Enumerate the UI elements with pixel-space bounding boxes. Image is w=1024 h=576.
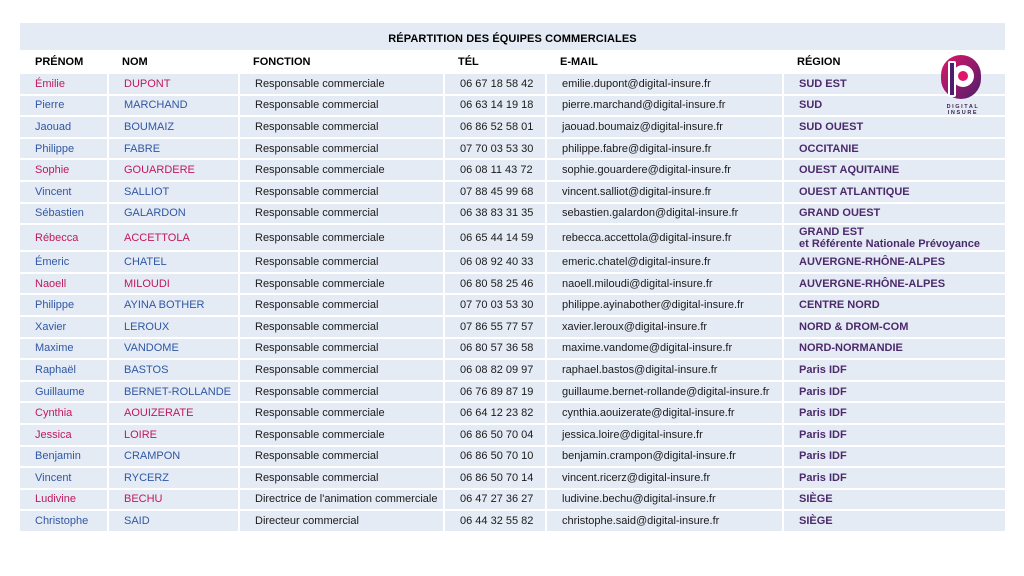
- table-row: [20, 382, 1005, 402]
- cell-tel[interactable]: 06 44 32 55 82: [443, 511, 545, 531]
- cell-prenom: Vincent: [20, 182, 107, 202]
- cell-nom: CRAMPON: [107, 447, 238, 467]
- table-row: [20, 96, 1005, 116]
- cell-nom: SALLIOT: [107, 182, 238, 202]
- cell-fonction: Responsable commercial: [238, 447, 443, 467]
- cell-fonction: Responsable commercial: [238, 295, 443, 315]
- cell-region: OUEST ATLANTIQUE: [782, 182, 1005, 202]
- cell-tel[interactable]: 06 38 83 31 35: [443, 204, 545, 224]
- table-row: [20, 468, 1005, 488]
- table-row: [20, 204, 1005, 224]
- cell-nom: ACCETTOLA: [107, 225, 238, 250]
- table-row: [20, 490, 1005, 510]
- cell-prenom: Philippe: [20, 295, 107, 315]
- cell-tel[interactable]: 06 86 50 70 10: [443, 447, 545, 467]
- cell-region: NORD-NORMANDIE: [782, 339, 1005, 359]
- cell-region: SIÈGE: [782, 511, 1005, 531]
- cell-fonction: Responsable commerciale: [238, 425, 443, 445]
- header-tel: TÉL: [443, 52, 545, 72]
- table-row: [20, 139, 1005, 159]
- table-row: [20, 295, 1005, 315]
- cell-nom: GALARDON: [107, 204, 238, 224]
- header-prenom: PRÉNOM: [20, 52, 107, 72]
- cell-email[interactable]: philippe.ayinabother@digital-insure.fr: [545, 295, 782, 315]
- cell-fonction: Responsable commerciale: [238, 74, 443, 94]
- table-header-row: [20, 52, 1005, 72]
- cell-email[interactable]: vincent.salliot@digital-insure.fr: [545, 182, 782, 202]
- cell-nom: SAID: [107, 511, 238, 531]
- cell-region: SUD: [782, 96, 1005, 116]
- cell-tel[interactable]: 06 76 89 87 19: [443, 382, 545, 402]
- cell-nom: DUPONT: [107, 74, 238, 94]
- cell-tel[interactable]: 07 86 55 77 57: [443, 317, 545, 337]
- cell-region: OUEST AQUITAINE: [782, 160, 1005, 180]
- cell-email[interactable]: guillaume.bernet-rollande@digital-insure.fr: [545, 382, 782, 402]
- cell-tel[interactable]: 06 65 44 14 59: [443, 225, 545, 250]
- header-fonction: FONCTION: [238, 52, 443, 72]
- cell-region: SIÈGE: [782, 490, 1005, 510]
- cell-region: AUVERGNE-RHÔNE-ALPES: [782, 274, 1005, 294]
- cell-region: Paris IDF: [782, 382, 1005, 402]
- cell-region: Paris IDF: [782, 360, 1005, 380]
- cell-prenom: Xavier: [20, 317, 107, 337]
- table-row: [20, 160, 1005, 180]
- table-row: [20, 511, 1005, 531]
- logo-text: DIGITAL INSURE: [946, 104, 980, 116]
- cell-email[interactable]: philippe.fabre@digital-insure.fr: [545, 139, 782, 159]
- cell-nom: VANDOME: [107, 339, 238, 359]
- cell-nom: BECHU: [107, 490, 238, 510]
- cell-email[interactable]: raphael.bastos@digital-insure.fr: [545, 360, 782, 380]
- cell-fonction: Responsable commercial: [238, 96, 443, 116]
- cell-fonction: Directrice de l'animation commerciale: [238, 490, 443, 510]
- table-row: [20, 403, 1005, 423]
- cell-email[interactable]: naoell.miloudi@digital-insure.fr: [545, 274, 782, 294]
- cell-tel[interactable]: 06 86 50 70 14: [443, 468, 545, 488]
- cell-email[interactable]: jaouad.boumaiz@digital-insure.fr: [545, 117, 782, 137]
- cell-fonction: Responsable commercial: [238, 339, 443, 359]
- table-row: [20, 117, 1005, 137]
- region-main: GRAND EST: [799, 225, 864, 238]
- cell-email[interactable]: ludivine.bechu@digital-insure.fr: [545, 490, 782, 510]
- cell-email[interactable]: vincent.ricerz@digital-insure.fr: [545, 468, 782, 488]
- cell-email[interactable]: sophie.gouardere@digital-insure.fr: [545, 160, 782, 180]
- cell-fonction: Responsable commerciale: [238, 274, 443, 294]
- cell-email[interactable]: rebecca.accettola@digital-insure.fr: [545, 225, 782, 250]
- cell-tel[interactable]: 06 86 50 70 04: [443, 425, 545, 445]
- cell-region: NORD & DROM-COM: [782, 317, 1005, 337]
- cell-prenom: Benjamin: [20, 447, 107, 467]
- cell-fonction: Responsable commercial: [238, 117, 443, 137]
- cell-nom: LEROUX: [107, 317, 238, 337]
- table-row: [20, 252, 1005, 272]
- table-row: [20, 339, 1005, 359]
- cell-tel[interactable]: 07 70 03 53 30: [443, 295, 545, 315]
- cell-prenom: Christophe: [20, 511, 107, 531]
- region-subtitle: et Référente Nationale Prévoyance: [799, 237, 980, 250]
- header-nom: NOM: [107, 52, 238, 72]
- cell-fonction: Responsable commerciale: [238, 403, 443, 423]
- cell-region: CENTRE NORD: [782, 295, 1005, 315]
- table-row: [20, 274, 1005, 294]
- cell-fonction: Responsable commercial: [238, 139, 443, 159]
- cell-prenom: Sébastien: [20, 204, 107, 224]
- cell-nom: GOUARDERE: [107, 160, 238, 180]
- cell-tel[interactable]: 06 64 12 23 82: [443, 403, 545, 423]
- cell-region: Paris IDF: [782, 468, 1005, 488]
- cell-email[interactable]: emilie.dupont@digital-insure.fr: [545, 74, 782, 94]
- cell-prenom: Émeric: [20, 252, 107, 272]
- cell-email[interactable]: pierre.marchand@digital-insure.fr: [545, 96, 782, 116]
- cell-nom: MILOUDI: [107, 274, 238, 294]
- cell-region: SUD EST: [782, 74, 1005, 94]
- cell-nom: RYCERZ: [107, 468, 238, 488]
- cell-region: Paris IDF: [782, 403, 1005, 423]
- cell-prenom: Sophie: [20, 160, 107, 180]
- cell-tel[interactable]: 06 67 18 58 42: [443, 74, 545, 94]
- cell-tel[interactable]: 06 08 92 40 33: [443, 252, 545, 272]
- cell-tel[interactable]: 06 08 11 43 72: [443, 160, 545, 180]
- cell-email[interactable]: cynthia.aouizerate@digital-insure.fr: [545, 403, 782, 423]
- cell-nom: AOUIZERATE: [107, 403, 238, 423]
- cell-region: SUD OUEST: [782, 117, 1005, 137]
- cell-prenom: Émilie: [20, 74, 107, 94]
- cell-region: OCCITANIE: [782, 139, 1005, 159]
- cell-nom: CHATEL: [107, 252, 238, 272]
- cell-tel[interactable]: 07 88 45 99 68: [443, 182, 545, 202]
- cell-tel[interactable]: 07 70 03 53 30: [443, 139, 545, 159]
- header-region: RÉGION: [782, 52, 1005, 72]
- table-row: [20, 74, 1005, 94]
- cell-region: Paris IDF: [782, 447, 1005, 467]
- cell-fonction: Responsable commercial: [238, 382, 443, 402]
- table-row: [20, 182, 1005, 202]
- cell-fonction: Responsable commerciale: [238, 225, 443, 250]
- cell-fonction: Directeur commercial: [238, 511, 443, 531]
- cell-prenom: Ludivine: [20, 490, 107, 510]
- table-row: [20, 360, 1005, 380]
- cell-tel[interactable]: 06 63 14 19 18: [443, 96, 545, 116]
- cell-tel[interactable]: 06 47 27 36 27: [443, 490, 545, 510]
- cell-email[interactable]: maxime.vandome@digital-insure.fr: [545, 339, 782, 359]
- teams-table: [20, 50, 1005, 533]
- cell-tel[interactable]: 06 86 52 58 01: [443, 117, 545, 137]
- cell-nom: MARCHAND: [107, 96, 238, 116]
- cell-fonction: Responsable commercial: [238, 182, 443, 202]
- cell-fonction: Responsable commercial: [238, 252, 443, 272]
- cell-prenom: Vincent: [20, 468, 107, 488]
- cell-email[interactable]: christophe.said@digital-insure.fr: [545, 511, 782, 531]
- cell-nom: BOUMAIZ: [107, 117, 238, 137]
- cell-nom: BASTOS: [107, 360, 238, 380]
- cell-prenom: Cynthia: [20, 403, 107, 423]
- cell-prenom: Naoell: [20, 274, 107, 294]
- cell-prenom: Raphaël: [20, 360, 107, 380]
- cell-prenom: Maxime: [20, 339, 107, 359]
- table-row: [20, 317, 1005, 337]
- cell-email[interactable]: xavier.leroux@digital-insure.fr: [545, 317, 782, 337]
- cell-fonction: Responsable commerciale: [238, 160, 443, 180]
- cell-nom: AYINA BOTHER: [107, 295, 238, 315]
- table-row: [20, 425, 1005, 445]
- cell-prenom: Pierre: [20, 96, 107, 116]
- cell-nom: FABRE: [107, 139, 238, 159]
- cell-region: AUVERGNE-RHÔNE-ALPES: [782, 252, 1005, 272]
- cell-prenom: Guillaume: [20, 382, 107, 402]
- cell-email[interactable]: emeric.chatel@digital-insure.fr: [545, 252, 782, 272]
- cell-fonction: Responsable commercial: [238, 204, 443, 224]
- logo-mark-icon: [933, 51, 993, 103]
- cell-prenom: Jaouad: [20, 117, 107, 137]
- cell-email[interactable]: sebastien.galardon@digital-insure.fr: [545, 204, 782, 224]
- cell-region: [782, 225, 1005, 250]
- cell-prenom: Jessica: [20, 425, 107, 445]
- cell-fonction: Responsable commercial: [238, 360, 443, 380]
- cell-tel[interactable]: 06 80 58 25 46: [443, 274, 545, 294]
- cell-fonction: Responsable commercial: [238, 317, 443, 337]
- cell-email[interactable]: benjamin.crampon@digital-insure.fr: [545, 447, 782, 467]
- cell-prenom: Rébecca: [20, 225, 107, 250]
- cell-region: Paris IDF: [782, 425, 1005, 445]
- cell-prenom: Philippe: [20, 139, 107, 159]
- digital-insure-logo: [933, 51, 993, 119]
- cell-tel[interactable]: 06 08 82 09 97: [443, 360, 545, 380]
- header-email: E-MAIL: [545, 52, 782, 72]
- cell-nom: LOIRE: [107, 425, 238, 445]
- cell-fonction: Responsable commercial: [238, 468, 443, 488]
- table-row: [20, 225, 1005, 250]
- cell-region: GRAND OUEST: [782, 204, 1005, 224]
- cell-email[interactable]: jessica.loire@digital-insure.fr: [545, 425, 782, 445]
- page-title: RÉPARTITION DES ÉQUIPES COMMERCIALES: [20, 23, 1005, 50]
- table-row: [20, 447, 1005, 467]
- commercial-teams-sheet: [20, 23, 1005, 560]
- cell-nom: BERNET-ROLLANDE: [107, 382, 238, 402]
- cell-tel[interactable]: 06 80 57 36 58: [443, 339, 545, 359]
